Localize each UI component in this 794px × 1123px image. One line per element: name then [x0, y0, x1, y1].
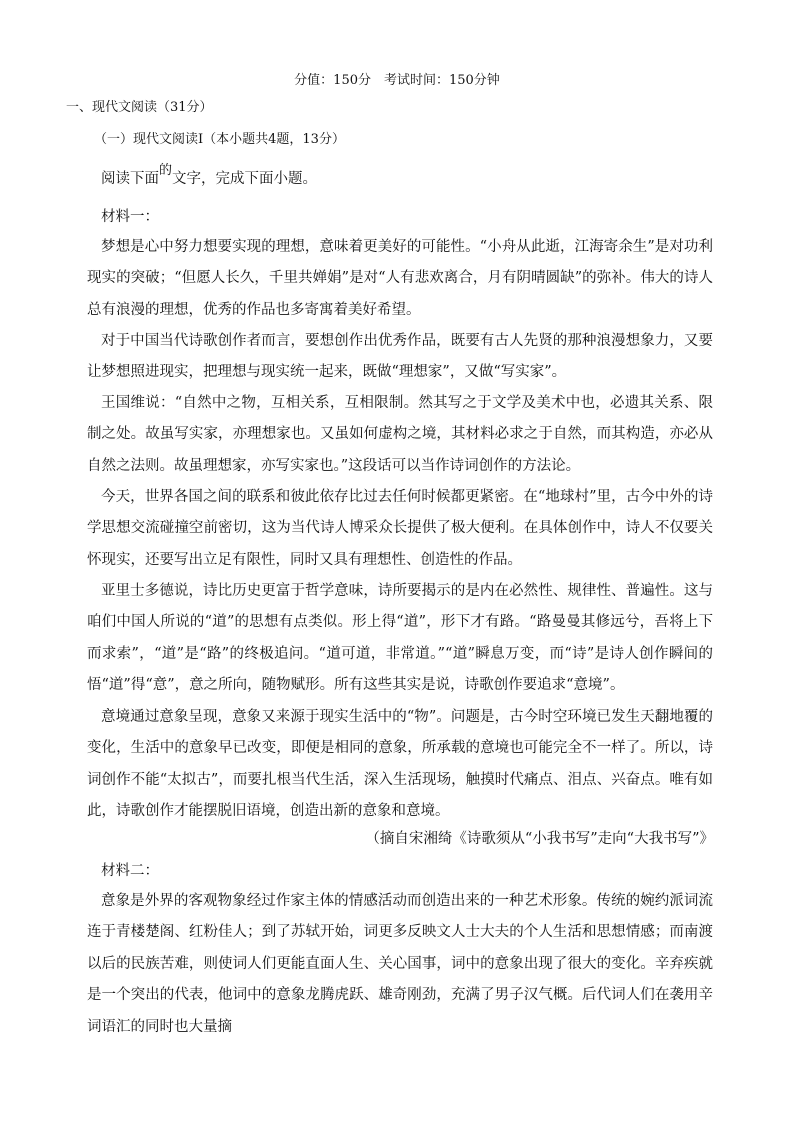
material1-paragraph-5: 亚里士多德说，诗比历史更富于哲学意味，诗所要揭示的是内在必然性、规律性、普遍性。这与咱们中国人所说的“道”的思想有点类似。形上得“道”，形下才有路。“路曼曼其修远兮，吾将上下而求索”，“道”是“路”的终极追问。“道可道，非常道。”“道”瞬息万变，而“诗”是诗人创作瞬间的悟“道”得“意”，意之所向，随物赋形。所有这些其实是说，诗歌创作要追求“意境”。: [87, 583, 713, 694]
material1-source: （摘自宋湘绮《诗歌须从“小我书写”走向“大我书写”》: [365, 831, 714, 847]
material1-paragraph-4: 今天，世界各国之间的联系和彼此依存比过去任何时候都更紧密。在“地球村”里，古今中外的诗学思想交流碰撞空前密切，这为当代诗人博采众长提供了极大便利。在具体创作中，诗人不仅要关怀现实，还要写出立足有限性，同时又具有理想性、创造性的作品。: [87, 489, 713, 568]
section-title: 一、现代文阅读（31分）: [66, 100, 213, 115]
material1-paragraph-2: 对于中国当代诗歌创作者而言，要想创作出优秀作品，既要有古人先贤的那种浪漫想象力，又要让梦想照进现实，把理想与现实统一起来，既做“理想家”，又做“写实家”。: [87, 333, 713, 381]
material2-paragraph-1: 意象是外界的客观物象经过作家主体的情感活动而创造出来的一种艺术形象。传统的婉约派词流连于青楼楚阁、红粉佳人；到了苏轼开始，词更多反映文人士大夫的个人生活和思想情感；而南渡以后的民族苦难，则使词人们更能直面人生、关心国事，词中的意象出现了很大的变化。辛弃疾就是一个突出的代表，他词中的意象龙腾虎跃、雄奇刚劲，充满了男子汉气概。后代词人们在袭用辛词语汇的同时也大量摘: [87, 893, 713, 1035]
instruction-before: 阅读下面: [101, 171, 159, 187]
material1-paragraph-3: 王国维说：“自然中之物，互相关系，互相限制。然其写之于文学及美术中也，必遗其关系、限制之处。故虽写实家，亦理想家也。又虽如何虚构之境，其材料必求之于自然，而其构造，亦必从自然之法则。故虽理想家，亦写实家也。”这段话可以当作诗词创作的方法论。: [87, 395, 713, 474]
score-time-header: 分值：150分 考试时间：150分钟: [294, 73, 500, 88]
material1-label: 材料一：: [101, 209, 159, 225]
reading-instruction: [101, 163, 318, 189]
material1-paragraph-1: 梦想是心中努力想要实现的理想，意味着更美好的可能性。“小舟从此逝，江海寄余生”是对功利现实的突破；“但愿人长久，千里共婵娟”是对“人有悲欢离合，月有阴晴圆缺”的弥补。伟大的诗人总有浪漫的理想，优秀的作品也多寄寓着美好希望。: [87, 239, 713, 318]
instruction-after: 文字，完成下面小题。: [172, 171, 318, 187]
material1-paragraph-6: 意境通过意象呈现，意象又来源于现实生活中的“物”。问题是，古今时空环境已发生天翻地覆的变化，生活中的意象早已改变，即便是相同的意象，所承载的意境也可能完全不一样了。所以，诗词创作不能“太拟古”，而要扎根当代生活，深入生活现场，触摸时代痛点、泪点、兴奋点。唯有如此，诗歌创作才能摆脱旧语境，创造出新的意象和意境。: [87, 709, 713, 820]
subsection-title: （一）现代文阅读Ⅰ（本小题共4题，13分）: [94, 132, 345, 147]
material2-label: 材料二：: [101, 863, 159, 879]
instruction-raised-char: 的: [159, 163, 173, 178]
